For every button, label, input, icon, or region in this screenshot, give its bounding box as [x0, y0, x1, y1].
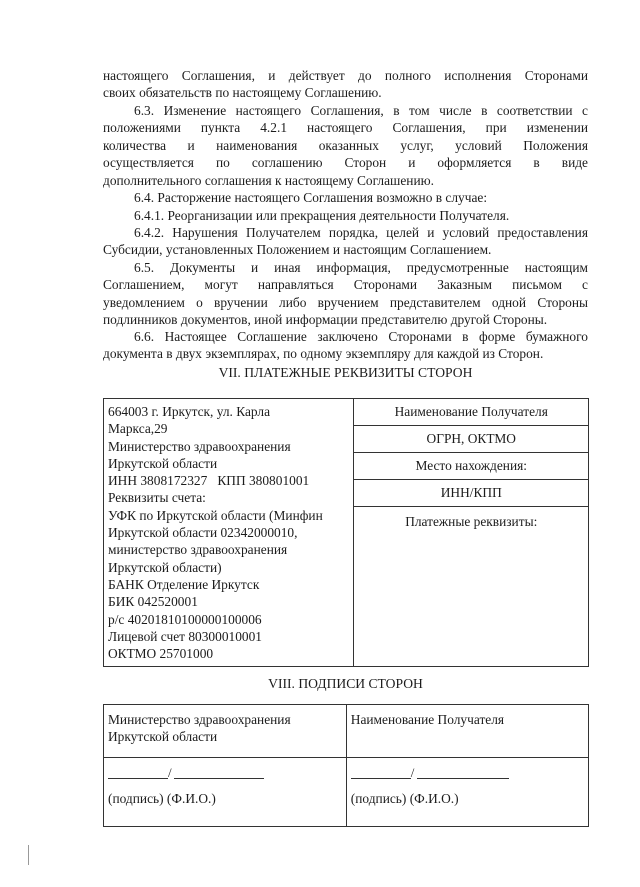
- recipient-name-field: Наименование Получателя: [354, 399, 588, 426]
- text-line: 6.4.1. Реорганизации или прекращения деятельности Получателя.: [134, 208, 510, 223]
- text-line: Соглашением, могут направляться Сторонами Заказным письмом с: [103, 277, 588, 293]
- recipient-party-cell: [346, 705, 588, 758]
- signature-label: (подпись) (Ф.И.О.): [108, 791, 216, 806]
- detail-line: Маркса,29: [108, 421, 168, 437]
- detail-line: ИНН 3808172327 КПП 380801001: [108, 473, 310, 489]
- signatures-table: [103, 704, 589, 827]
- paragraph-6-2-end: [103, 67, 588, 102]
- signature-slash: /: [410, 765, 415, 780]
- text-line: осуществляется по соглашению Сторон и оформляется в виде: [103, 155, 588, 171]
- inn-kpp-field: ИНН/КПП: [354, 480, 588, 507]
- text-line: 6.4.2. Нарушения Получателем порядка, целей и условий предоставления: [134, 225, 588, 240]
- text-line: своих обязательств по настоящему Соглашению.: [103, 85, 382, 101]
- party-name-line: Наименование Получателя: [350, 712, 505, 727]
- paragraph-6-6: [103, 328, 588, 363]
- text-line: 6.5. Документы и иная информация, предусмотренные настоящим: [134, 260, 588, 275]
- name-line: [417, 778, 509, 779]
- name-line: [174, 778, 264, 779]
- detail-line: Иркутской области): [108, 559, 222, 575]
- text-line: подлинников документов, иной информации представителю другой Стороны.: [103, 312, 548, 328]
- text-line: настоящего Соглашения, и действует до полного исполнения Сторонами: [103, 68, 588, 83]
- detail-line: БИК 042520001: [108, 594, 198, 610]
- ministry-party-cell: [104, 705, 347, 758]
- paragraph-6-3: [103, 102, 588, 189]
- detail-line: Иркутской области 02342000010,: [108, 525, 298, 541]
- detail-line: 664003 г. Иркутск, ул. Карла: [108, 404, 271, 419]
- paragraph-6-4: [103, 189, 588, 206]
- detail-line: БАНК Отделение Иркутск: [108, 576, 260, 592]
- signature-line: [351, 778, 411, 779]
- text-line: дополнительного соглашения к настоящему Соглашению.: [103, 172, 434, 188]
- paragraph-6-4-1: [103, 207, 588, 224]
- section-title-payment-details: VII. ПЛАТЕЖНЫЕ РЕКВИЗИТЫ СТОРОН: [218, 365, 473, 380]
- detail-line: р/с 40201810100000100006: [108, 611, 262, 627]
- ogrn-oktmo-field: ОГРН, ОКТМО: [354, 426, 588, 453]
- text-line: 6.4. Расторжение настоящего Соглашения возможно в случае:: [134, 190, 488, 205]
- location-field: Место нахождения:: [354, 453, 588, 480]
- recipient-signature-cell: [346, 758, 588, 827]
- signature-slash: /: [168, 765, 172, 780]
- detail-line: Министерство здравоохранения: [108, 438, 291, 454]
- text-line: 6.6. Настоящее Соглашение заключено Сторонами в форме бумажного: [134, 329, 588, 344]
- text-line: положениями пункта 4.2.1 настоящего Соглашения, при изменении: [103, 120, 588, 136]
- text-line: документа в двух экземплярах, по одному экземпляру для каждой из Сторон.: [103, 346, 544, 362]
- detail-line: ОКТМО 25701000: [108, 646, 214, 662]
- text-line: 6.3. Изменение настоящего Соглашения, в том числе в соответствии с: [134, 103, 588, 118]
- text-line: Субсидии, установленных Положением и настоящим Соглашением.: [103, 242, 492, 258]
- detail-line: Иркутской области: [108, 455, 218, 471]
- party-name-line: Иркутской области: [108, 729, 218, 745]
- payment-details-field: Платежные реквизиты:: [405, 514, 538, 529]
- recipient-details-cell: [354, 399, 589, 667]
- ministry-details-cell: [104, 399, 354, 667]
- text-line: уведомлением о вручении либо вручением представителем одной Стороны: [103, 294, 588, 310]
- scan-margin-mark: [28, 845, 29, 865]
- ministry-signature-cell: [104, 758, 347, 827]
- detail-line: Лицевой счет 80300010001: [108, 628, 262, 644]
- section-title-signatures: VIII. ПОДПИСИ СТОРОН: [268, 676, 423, 691]
- signature-label: (подпись) (Ф.И.О.): [350, 791, 459, 806]
- detail-line: министерство здравоохранения: [108, 542, 288, 558]
- detail-line: Реквизиты счета:: [108, 490, 206, 506]
- payment-details-table: [103, 398, 589, 667]
- paragraph-6-5: [103, 259, 588, 329]
- text-line: количества и наименования оказанных услуг, условий Положения: [103, 137, 588, 153]
- signature-line: [108, 778, 168, 779]
- party-name-line: Министерство здравоохранения: [108, 712, 291, 727]
- detail-line: УФК по Иркутской области (Минфин: [108, 507, 323, 523]
- paragraph-6-4-2: [103, 224, 588, 259]
